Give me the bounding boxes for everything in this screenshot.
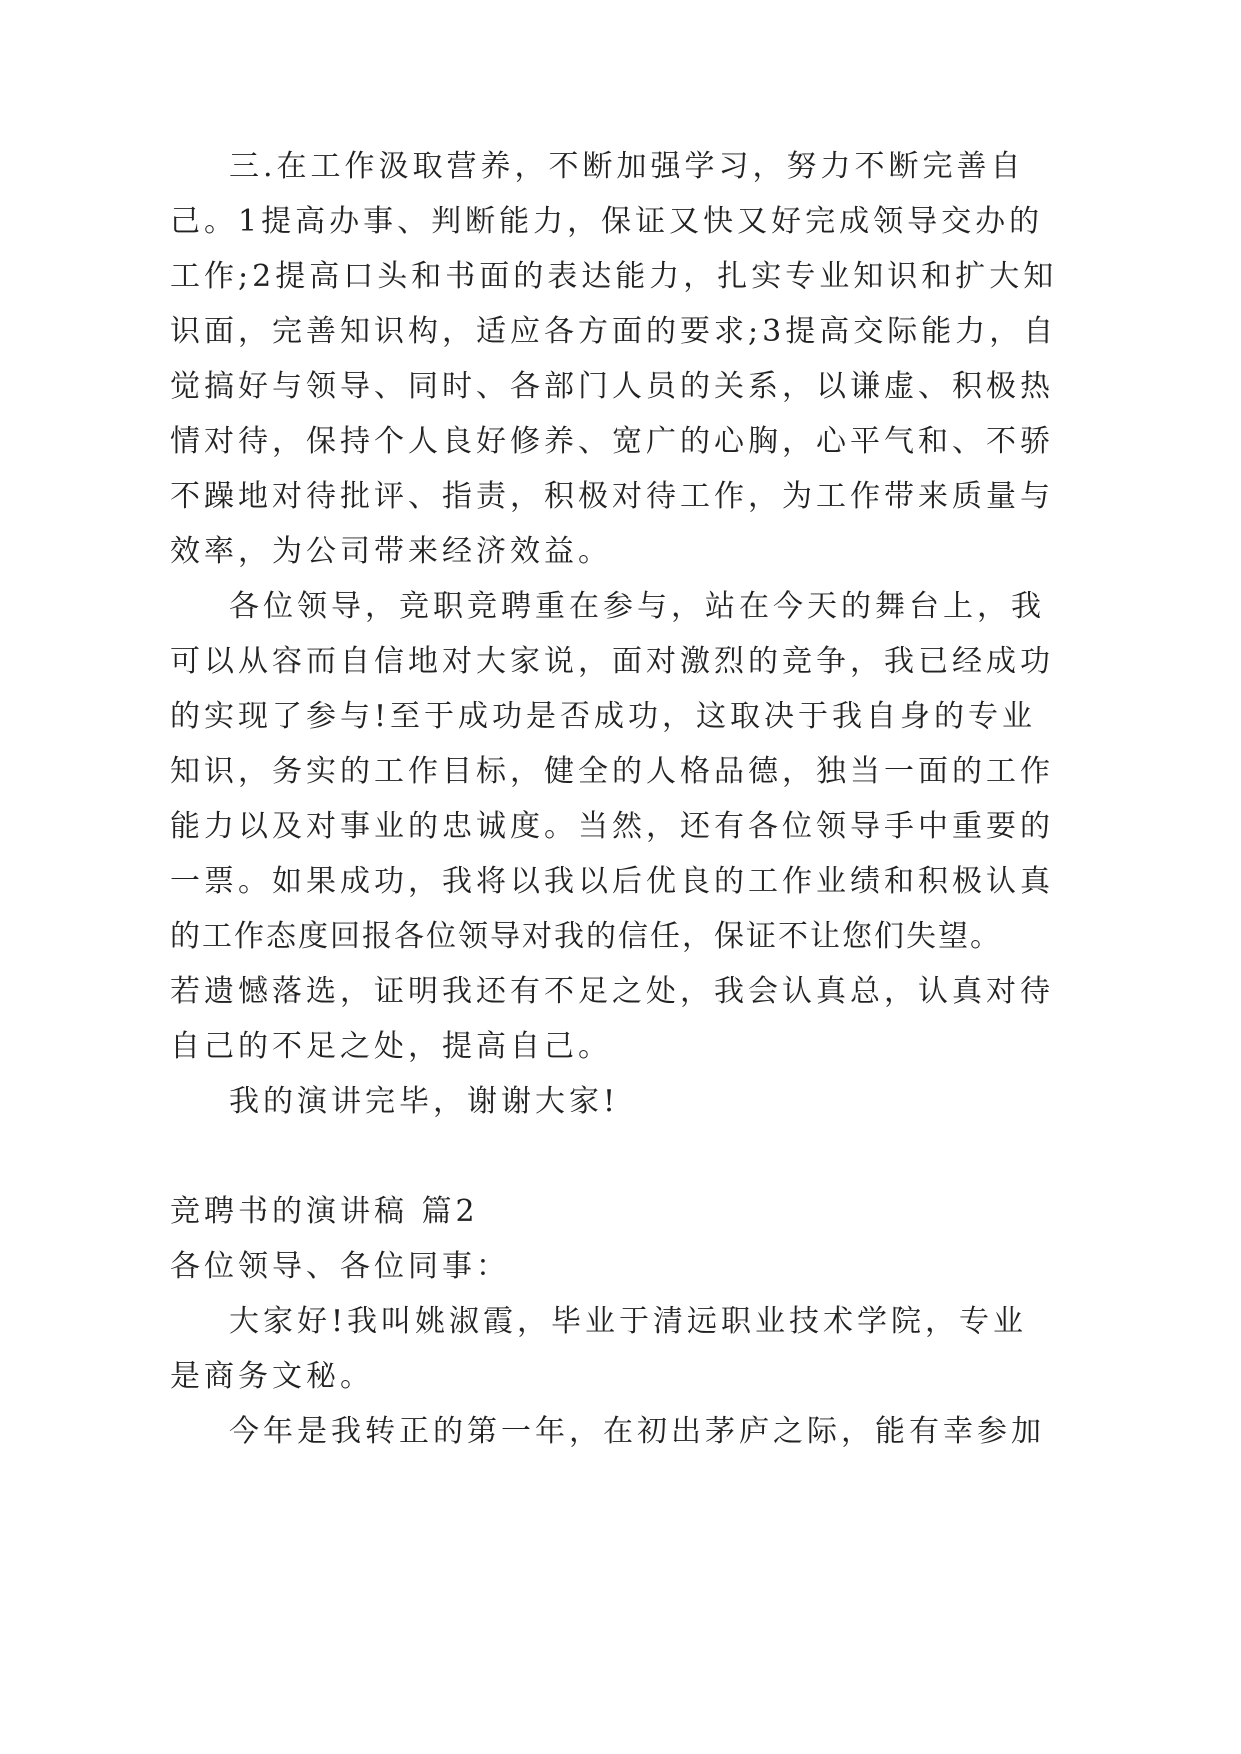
closing-paragraph-line: 一票。如果成功，我将以我以后优良的工作业绩和积极认真 [170, 864, 1054, 899]
next-paragraph-line: 今年是我转正的第一年，在初出茅庐之际，能有幸参加 [229, 1414, 1045, 1449]
paragraph-three-line: 己。1提高办事、判断能力，保证又快又好完成领导交办的 [170, 204, 1044, 239]
closing-paragraph-line: 的工作态度回报各位领导对我的信任，保证不让您们失望。 [170, 919, 1002, 954]
speech-end-line: 我的演讲完毕，谢谢大家! [229, 1084, 620, 1119]
closing-paragraph-line: 各位领导，竞职竞聘重在参与，站在今天的舞台上，我 [229, 589, 1045, 624]
section-heading: 竞聘书的演讲稿 篇2 [170, 1194, 479, 1229]
closing-paragraph-line: 能力以及对事业的忠诚度。当然，还有各位领导手中重要的 [170, 809, 1054, 844]
paragraph-three-line: 工作;2提高口头和书面的表达能力，扎实专业知识和扩大知 [170, 259, 1058, 294]
closing-paragraph-line: 自己的不足之处，提高自己。 [170, 1029, 612, 1064]
intro-line: 是商务文秘。 [170, 1359, 374, 1394]
closing-paragraph-line: 知识，务实的工作目标，健全的人格品德，独当一面的工作 [170, 754, 1054, 789]
intro-line: 大家好!我叫姚淑霞，毕业于清远职业技术学院，专业 [229, 1304, 1028, 1339]
paragraph-three-line: 觉搞好与领导、同时、各部门人员的关系，以谦虚、积极热 [170, 369, 1054, 404]
paragraph-three-line: 情对待，保持个人良好修养、宽广的心胸，心平气和、不骄 [170, 424, 1054, 459]
paragraph-three-line: 三.在工作汲取营养，不断加强学习，努力不断完善自 [229, 149, 1025, 184]
closing-paragraph-line: 可以从容而自信地对大家说，面对激烈的竞争，我已经成功 [170, 644, 1054, 679]
closing-paragraph-line: 若遗憾落选，证明我还有不足之处，我会认真总，认真对待 [170, 974, 1054, 1009]
paragraph-three-line: 效率，为公司带来经济效益。 [170, 534, 612, 569]
paragraph-three-line: 不躁地对待批评、指责，积极对待工作，为工作带来质量与 [170, 479, 1054, 514]
paragraph-three-line: 识面，完善知识构，适应各方面的要求;3提高交际能力，自 [170, 314, 1058, 349]
closing-paragraph-line: 的实现了参与!至于成功是否成功，这取决于我自身的专业 [170, 699, 1037, 734]
salutation: 各位领导、各位同事： [170, 1249, 510, 1284]
